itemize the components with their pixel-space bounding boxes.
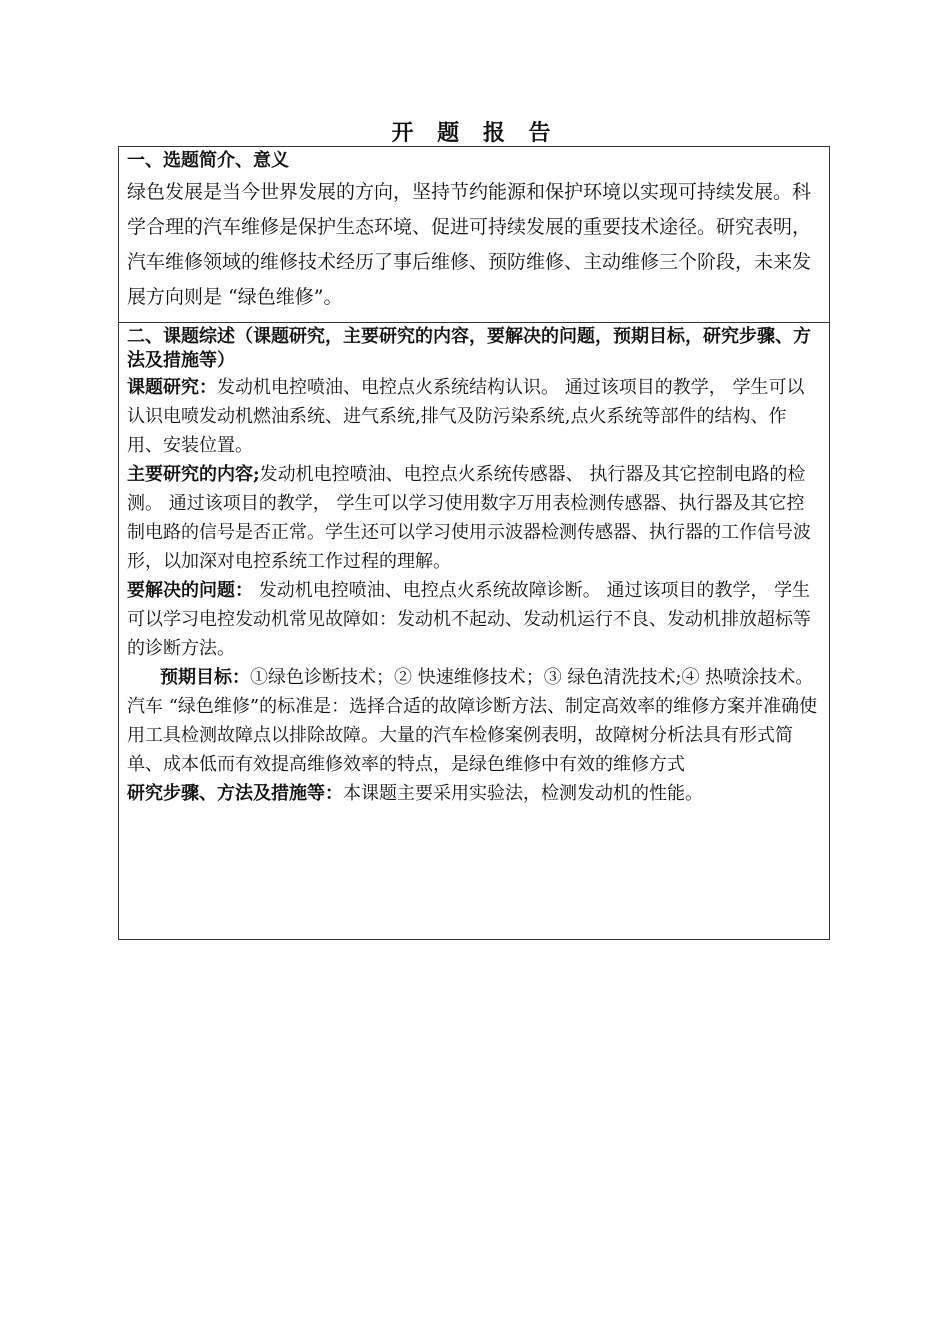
section-2-heading: 二、课题综述（课题研究，主要研究的内容，要解决的问题，预期目标，研究步骤、方法及措施等） [127, 326, 811, 371]
research-label: 课题研究： [127, 377, 217, 398]
problems-text: 发动机电控喷油、电控点火系统故障诊断。 通过该项目的教学， 学生可以学习电控发动机常见故障如：发动机不起动、发动机运行不良、发动机排放超标等的诊断方法。 [127, 580, 811, 659]
section-topic-intro [119, 147, 829, 323]
main-content-text: 发动机电控喷油、电控点火系统传感器、 执行器及其它控制电路的检测。 通过该项目的教学， 学生可以学习使用数字万用表检测传感器、执行器及其它控制电路的信号是否正常。学生还可以学习使用示波器检测传感器、执行器的工作信号波形，以加深对电控系统工作过程的理解。 [127, 464, 811, 572]
methods-text: 本课题主要采用实验法，检测发动机的性能。 [343, 783, 703, 804]
goals-label: 预期目标： [160, 667, 250, 688]
problems-label: 要解决的问题： [127, 580, 253, 601]
section-topic-review [119, 323, 829, 939]
main-content-paragraph [127, 460, 821, 576]
research-text: 发动机电控喷油、电控点火系统结构认识。 通过该项目的教学， 学生可以认识电喷发动机燃油系统、进气系统,排气及防污染系统,点火系统等部件的结构、作用、安装位置。 [127, 377, 805, 456]
section-1-body: 绿色发展是当今世界发展的方向，坚持节约能源和保护环境以实现可持续发展。科学合理的汽车维修是保护生态环境、促进可持续发展的重要技术途径。研究表明，汽车维修领域的维修技术经历了事后维修、预防维修、主动维修三个阶段，未来发展方向则是 “绿色维修”。 [127, 181, 812, 308]
main-content-label: 主要研究的内容; [127, 464, 260, 485]
page-title: 开 题 报 告 [391, 120, 559, 146]
goals-paragraph [127, 663, 821, 779]
report-table [118, 146, 830, 940]
problems-paragraph [127, 576, 821, 663]
section-1-heading: 一、选题简介、意义 [127, 150, 289, 171]
methods-label: 研究步骤、方法及措施等： [127, 783, 343, 804]
research-paragraph [127, 373, 821, 460]
methods-paragraph [127, 779, 821, 808]
goals-text: ①绿色诊断技术；② 快速维修技术；③ 绿色清洗技术;④ 热喷涂技术。汽车 “绿色维修”的标准是：选择合适的故障诊断方法、制定高效率的维修方案并准确使用工具检测故障点以排除故障。大量的汽车检修案例表明，故障树分析法具有形式简单、成本低而有效提高维修效率的特点，是绿色维修中有效的维修方式 [127, 667, 818, 775]
